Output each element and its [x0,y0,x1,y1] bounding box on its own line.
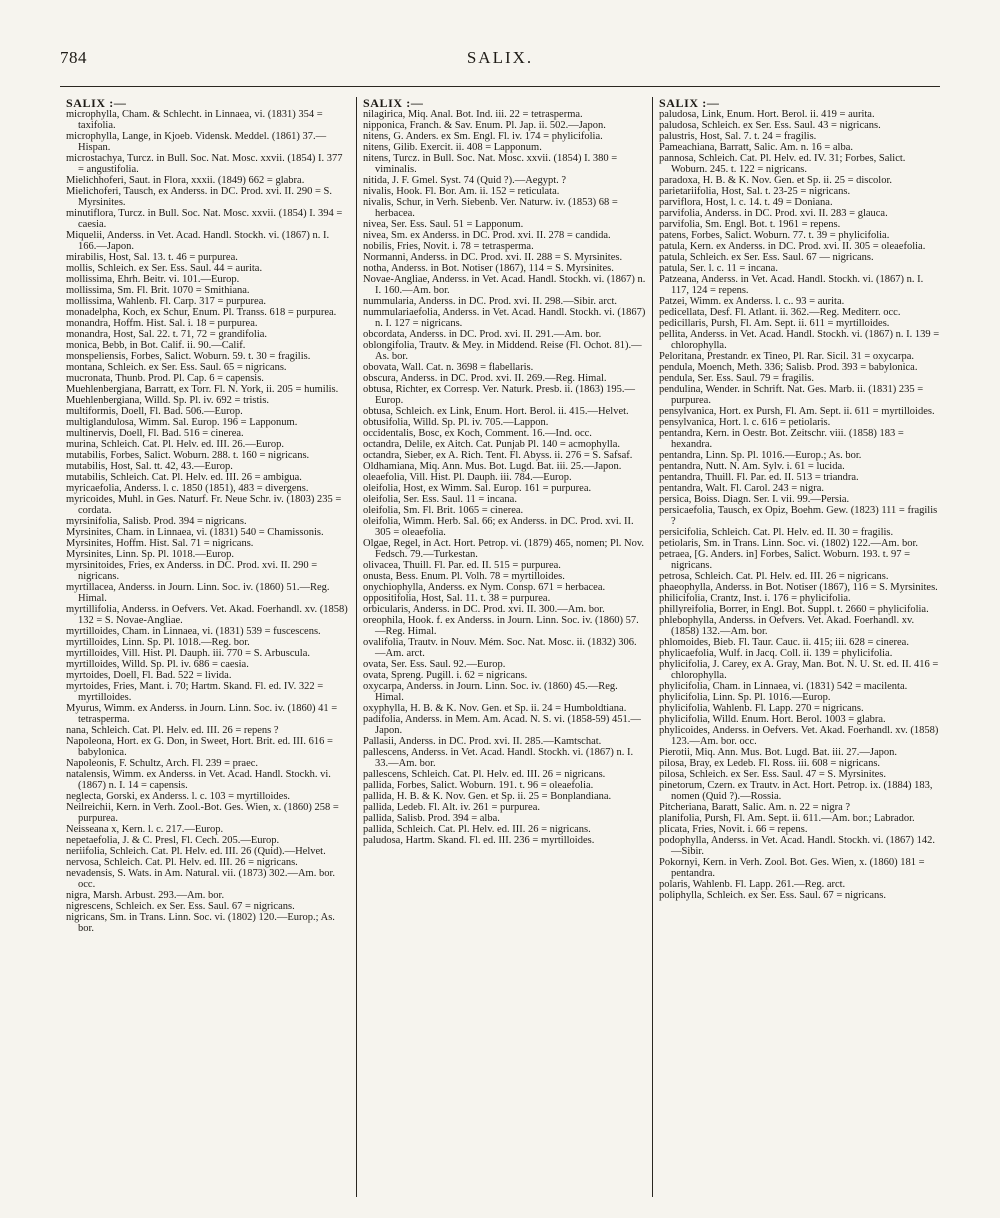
index-entry: pannosa, Schleich. Cat. Pl. Helv. ed. IV. 31; Forbes, Salict. Woburn. 245. t. 122 = nigricans. [659,153,906,175]
index-entry: myrtilloides, Cham. in Linnaea, vi. (1831) 539 = fuscescens. [66,626,321,637]
index-entry: myrtilloides, Vill. Hist. Pl. Dauph. iii. 770 = S. Arbuscula. [66,648,310,659]
index-entry: ovata, Spreng. Pugill. i. 62 = nigricans. [363,670,528,681]
index-entry: phlebophylla, Anderss. in Oefvers. Vet. Akad. Foerhandl. xv. (1858) 132.—Am. bor. [659,615,915,637]
index-entry: pentandra, Thuill. Fl. Par. ed. II. 513 = triandra. [659,472,859,483]
index-entry: multiformis, Doell, Fl. Bad. 506.—Europ. [66,406,243,417]
column-3 [652,97,948,1197]
index-entry: nivalis, Hook. Fl. Bor. Am. ii. 152 = reticulata. [363,186,560,197]
index-entry: pallida, Ledeb. Fl. Alt. iv. 261 = purpurea. [363,802,540,813]
index-entry: nigricans, Sm. in Trans. Linn. Soc. vi. (1802) 120.—Europ.; As. bor. [66,912,335,934]
index-entry: pinetorum, Czern. ex Trautv. in Act. Hort. Petrop. ix. (1884) 183, nomen (Quid ?).—Rossia. [659,780,933,802]
index-entry: pallida, Forbes, Salict. Woburn. 191. t. 96 = oleaefolia. [363,780,594,791]
index-entry: octandra, Delile, ex Aitch. Cat. Punjab Pl. 140 = acmophylla. [363,439,620,450]
index-entry: myrtoides, Fries, Mant. i. 70; Hartm. Skand. Fl. ed. IV. 322 = myrtilloides. [66,681,324,703]
index-entry: nitida, J. F. Gmel. Syst. 74 (Quid ?).—Aegypt. ? [363,175,567,186]
index-entry: polaris, Wahlenb. Fl. Lapp. 261.—Reg. arct. [659,879,846,890]
index-entry: pentandra, Walt. Fl. Carol. 243 = nigra. [659,483,824,494]
index-entry: nummularia, Anderss. in DC. Prod. xvi. II. 298.—Sibir. arct. [363,296,618,307]
index-entry: persica, Boiss. Diagn. Ser. I. vii. 99.—Persia. [659,494,850,505]
index-entry: nummulariaefolia, Anderss. in Vet. Acad. Handl. Stockh. vi. (1867) n. I. 127 = nigricans. [363,307,646,329]
index-entry: oreophila, Hook. f. ex Anderss. in Journ. Linn. Soc. iv. (1860) 57.—Reg. Himal. [363,615,639,637]
index-entry: nilagirica, Miq. Anal. Bot. Ind. iii. 22 = tetrasperma. [363,109,583,120]
index-entry: oleifolia, Wimm. Herb. Sal. 66; ex Anderss. in DC. Prod. xvi. II. 305 = oleaefolia. [363,516,634,538]
index-entry: Olgae, Regel, in Act. Hort. Petrop. vi. (1879) 465, nomen; Pl. Nov. Fedsch. 79.—Turkestan. [363,538,645,560]
index-entry: mollissima, Sm. Fl. Brit. 1070 = Smithiana. [66,285,250,296]
index-entry: myrtoides, Doell, Fl. Bad. 522 = livida. [66,670,232,681]
index-entry: murina, Schleich. Cat. Pl. Helv. ed. III. 26.—Europ. [66,439,285,450]
index-entry: phylicaefolia, Wulf. in Jacq. Coll. ii. 139 = phylicifolia. [659,648,893,659]
index-entry: myrtilloides, Willd. Sp. Pl. iv. 686 = caesia. [66,659,249,670]
index-entry: obscura, Anderss. in DC. Prod. xvi. II. 269.—Reg. Himal. [363,373,607,384]
index-entry: pallescens, Anderss. in Vet. Acad. Handl. Stockh. vi. (1867) n. I. 33.—Am. bor. [363,747,634,769]
index-entry: phylicifolia, J. Carey, ex A. Gray, Man. Bot. N. U. St. ed. II. 416 = chlorophylla. [659,659,939,681]
index-entry: philicifolia, Crantz, Inst. i. 176 = phylicifolia. [659,593,851,604]
index-entry: neglecta, Gorski, ex Anderss. l. c. 103 = myrtilloides. [66,791,291,802]
index-entry: pensylvanica, Hort. l. c. 616 = petiolaris. [659,417,831,428]
index-entry: pentandra, Nutt. N. Am. Sylv. i. 61 = lucida. [659,461,845,472]
index-entry: oxycarpa, Anderss. in Journ. Linn. Soc. iv. (1860) 45.—Reg. Himal. [363,681,618,703]
index-entry: parvifolia, Anderss. in DC. Prod. xvi. II. 283 = glauca. [659,208,888,219]
index-entry: mutabilis, Forbes, Salict. Woburn. 288. t. 160 = nigricans. [66,450,310,461]
running-title: SALIX. [466,48,534,67]
index-entry: nobilis, Fries, Novit. i. 78 = tetrasperma. [363,241,534,252]
index-entry: paludosa, Hartm. Skand. Fl. ed. III. 236 = myrtilloides. [363,835,595,846]
index-entry: obtusifolia, Willd. Sp. Pl. iv. 705.—Lappon. [363,417,549,428]
index-entry: myrsinitoides, Fries, ex Anderss. in DC. Prod. xvi. II. 290 = nigricans. [66,560,318,582]
index-entry: Muehlenbergiana, Willd. Sp. Pl. iv. 692 = tristis. [66,395,270,406]
index-entry: monandra, Host, Sal. 22. t. 71, 72 = grandifolia. [66,329,268,340]
index-entry: Neilreichii, Kern. in Verh. Zool.-Bot. Ges. Wien, x. (1860) 258 = purpurea. [66,802,339,824]
index-entry: pilosa, Schleich. ex Ser. Ess. Saul. 47 = S. Myrsinites. [659,769,886,780]
index-entry: paludosa, Link, Enum. Hort. Berol. ii. 419 = aurita. [659,109,875,120]
index-entry: patula, Schleich. ex Ser. Ess. Saul. 67 — nigricans. [659,252,874,263]
index-entry: Pierotii, Miq. Ann. Mus. Bot. Lugd. Bat. iii. 27.—Japon. [659,747,898,758]
header-rule [60,86,940,87]
index-entry: orbicularis, Anderss. in DC. Prod. xvi. II. 300.—Am. bor. [363,604,605,615]
index-entry: obcordata, Anderss. in DC. Prod. xvi. II. 291.—Am. bor. [363,329,602,340]
index-entry: patula, Ser. l. c. 11 = incana. [659,263,778,274]
index-entry: myrtillacea, Anderss. in Journ. Linn. Soc. iv. (1860) 51.—Reg. Himal. [66,582,330,604]
index-entry: pedicillaris, Pursh, Fl. Am. Sept. ii. 611 = myrtilloides. [659,318,890,329]
index-entry: monandra, Hoffm. Hist. Sal. i. 18 = purpurea. [66,318,258,329]
index-entry: nitens, Turcz. in Bull. Soc. Nat. Mosc. xxvii. (1854) I. 380 = viminalis. [363,153,618,175]
index-entry: mutabilis, Host, Sal. tt. 42, 43.—Europ. [66,461,233,472]
index-entry: monica, Bebb, in Bot. Calif. ii. 90.—Calif. [66,340,246,351]
index-entry: Myrsinites, Cham. in Linnaea, vi. (1831) 540 = Chamissonis. [66,527,324,538]
index-entry: myricaefolia, Anderss. l. c. 1850 (1851), 483 = divergens. [66,483,309,494]
index-entry: Mielichhoferi, Saut. in Flora, xxxii. (1849) 662 = glabra. [66,175,305,186]
index-entry: Myrsinites, Hoffm. Hist. Sal. 71 = nigricans. [66,538,254,549]
index-entry: mirabilis, Host, Sal. 13. t. 46 = purpurea. [66,252,238,263]
index-entry: oblongifolia, Trautv. & Mey. in Middend. Reise (Fl. Ochot. 81).—As. bor. [363,340,642,362]
index-entry: nipponica, Franch. & Sav. Enum. Pl. Jap. ii. 502.—Japon. [363,120,606,131]
index-entry: obtusa, Schleich. ex Link, Enum. Hort. Berol. ii. 415.—Helvet. [363,406,629,417]
index-entry: minutiflora, Turcz. in Bull. Soc. Nat. Mosc. xxvii. (1854) I. 394 = caesia. [66,208,343,230]
index-entry: phylicoides, Anderss. in Oefvers. Vet. Akad. Foerhandl. xv. (1858) 123.—Am. bor. occ. [659,725,939,747]
index-entry: phlomoides, Bieb. Fl. Taur. Cauc. ii. 415; iii. 628 = cinerea. [659,637,909,648]
index-entry: palustris, Host, Sal. 7. t. 24 = fragilis. [659,131,817,142]
index-entry: myricoides, Muhl. in Ges. Naturf. Fr. Neue Schr. iv. (1803) 235 = cordata. [66,494,342,516]
index-entry: mucronata, Thunb. Prod. Pl. Cap. 6 = capensis. [66,373,264,384]
index-entry: onychiophylla, Anderss. ex Nym. Consp. 671 = herbacea. [363,582,606,593]
index-entry: pendula, Ser. Ess. Saul. 79 = fragilis. [659,373,814,384]
page-number: 784 [60,48,87,67]
index-entry: obtusa, Richter, ex Corresp. Ver. Naturk. Presb. ii. (1863) 195.—Europ. [363,384,636,406]
index-entry: oleaefolia, Vill. Hist. Pl. Dauph. iii. 784.—Europ. [363,472,572,483]
index-entry: Patzei, Wimm. ex Anderss. l. c.. 93 = aurita. [659,296,845,307]
index-entry: nepetaefolia, J. & C. Presl, Fl. Cech. 205.—Europ. [66,835,280,846]
index-entry: pendula, Moench, Meth. 336; Salisb. Prod. 393 = babylonica. [659,362,918,373]
column-heading: SALIX :— [66,97,127,110]
index-entry: pentandra, Linn. Sp. Pl. 1016.—Europ.; As. bor. [659,450,862,461]
index-entry: mollissima, Ehrh. Beitr. vi. 101.—Europ. [66,274,240,285]
index-entry: pallida, H. B. & K. Nov. Gen. et Sp. ii. 25 = Bonplandiana. [363,791,612,802]
index-entry: pellita, Anderss. in Vet. Acad. Handl. Stockh. vi. (1867) n. I. 139 = chlorophylla. [659,329,940,351]
index-entry: natalensis, Wimm. ex Anderss. in Vet. Acad. Handl. Stockh. vi. (1867) n. I. 14 = capensis. [66,769,331,791]
column-1 [60,97,356,1197]
index-entry: mollissima, Wahlenb. Fl. Carp. 317 = purpurea. [66,296,266,307]
index-entry: phylicifolia, Willd. Enum. Hort. Berol. 1003 = glabra. [659,714,886,725]
index-entry: Pitcheriana, Baratt, Salic. Am. n. 22 = nigra ? [659,802,851,813]
index-entry: plicata, Fries, Novit. i. 66 = repens. [659,824,808,835]
index-entry: Normanni, Anderss. in DC. Prod. xvi. II. 288 = S. Myrsinites. [363,252,623,263]
index-entry: olivacea, Thuill. Fl. Par. ed. II. 515 = purpurea. [363,560,561,571]
index-entry: mollis, Schleich. ex Ser. Ess. Saul. 44 = aurita. [66,263,263,274]
index-entry: Muehlenbergiana, Barratt, ex Torr. Fl. N. York, ii. 205 = humilis. [66,384,339,395]
index-entry: Pameachiana, Barratt, Salic. Am. n. 16 = alba. [659,142,853,153]
index-entry: persicifolia, Schleich. Cat. Pl. Helv. ed. II. 30 = fragilis. [659,527,894,538]
index-entry: nitens, Gilib. Exercit. ii. 408 = Lapponum. [363,142,542,153]
index-entry: oxyphylla, H. B. & K. Nov. Gen. et Sp. ii. 24 = Humboldtiana. [363,703,627,714]
index-entry: monadelpha, Koch, ex Schur, Enum. Pl. Transs. 618 = purpurea. [66,307,337,318]
index-entry: nivea, Sm. ex Anderss. in DC. Prod. xvi. II. 278 = candida. [363,230,611,241]
index-entry: Mielichoferi, Tausch, ex Anderss. in DC. Prod. xvi. II. 290 = S. Myrsinites. [66,186,333,208]
index-entry: Oldhamiana, Miq. Ann. Mus. Bot. Lugd. Bat. iii. 25.—Japon. [363,461,622,472]
index-entry: persicaefolia, Tausch, ex Opiz, Boehm. Gew. (1823) 111 = fragilis ? [659,505,938,527]
index-entry: microphylla, Cham. & Schlecht. in Linnaea, vi. (1831) 354 = taxifolia. [66,109,323,131]
index-entry: phaeophylla, Anderss. in Bot. Notiser (1867), 116 = S. Myrsinites. [659,582,938,593]
index-entry: padifolia, Anderss. in Mem. Am. Acad. N. S. vi. (1858-59) 451.—Japon. [363,714,641,736]
index-entry: nigra, Marsh. Arbust. 293.—Am. bor. [66,890,225,901]
index-entry: pallida, Salisb. Prod. 394 = alba. [363,813,500,824]
index-entry: oleifolia, Host, ex Wimm. Sal. Europ. 161 = purpurea. [363,483,592,494]
index-columns [60,97,980,1197]
index-entry: neriifolia, Schleich. Cat. Pl. Helv. ed. III. 26 (Quid).—Helvet. [66,846,326,857]
index-entry: pensylvanica, Hort. ex Pursh, Fl. Am. Sept. ii. 611 = myrtilloides. [659,406,935,417]
index-entry: onusta, Bess. Enum. Pl. Volh. 78 = myrtilloides. [363,571,565,582]
index-entry: myrtilloides, Linn. Sp. Pl. 1018.—Reg. bor. [66,637,250,648]
index-entry: monspeliensis, Forbes, Salict. Woburn. 59. t. 30 = fragilis. [66,351,311,362]
index-entry: nivea, Ser. Ess. Saul. 51 = Lapponum. [363,219,524,230]
index-entry: pallida, Schleich. Cat. Pl. Helv. ed. III. 26 = nigricans. [363,824,591,835]
index-entry: nitens, G. Anders. ex Sm. Engl. Fl. iv. 174 = phylicifolia. [363,131,603,142]
index-entry: mutabilis, Schleich. Cat. Pl. Helv. ed. III. 26 = ambigua. [66,472,302,483]
index-entry: parvifolia, Sm. Engl. Bot. t. 1961 = repens. [659,219,841,230]
index-entry: phylicifolia, Wahlenb. Fl. Lapp. 270 = nigricans. [659,703,864,714]
index-entry: microstachya, Turcz. in Bull. Soc. Nat. Mosc. xxvii. (1854) I. 377 = angustifolia. [66,153,343,175]
index-entry: Napoleonis, F. Schultz, Arch. Fl. 239 = praec. [66,758,259,769]
index-entry: multinervis, Doell, Fl. Bad. 516 = cinerea. [66,428,244,439]
column-2 [356,97,652,1197]
column-heading: SALIX :— [363,97,424,110]
index-entry: notha, Anderss. in Bot. Notiser (1867), 114 = S. Myrsinites. [363,263,614,274]
index-entry: patula, Kern. ex Anderss. in DC. Prod. xvi. II. 305 = oleaefolia. [659,241,926,252]
index-entry: nivalis, Schur, in Verh. Siebenb. Ver. Naturw. iv. (1853) 68 = herbacea. [363,197,618,219]
index-entry: myrtillifolia, Anderss. in Oefvers. Vet. Akad. Foerhandl. xv. (1858) 132 = S. Novae-Angliae. [66,604,348,626]
index-entry: oleifolia, Sm. Fl. Brit. 1065 = cinerea. [363,505,524,516]
index-entry: petiolaris, Sm. in Trans. Linn. Soc. vi. (1802) 122.—Am. bor. [659,538,919,549]
index-entry: paludosa, Schleich. ex Ser. Ess. Saul. 43 = nigricans. [659,120,881,131]
index-entry: Myurus, Wimm. ex Anderss. in Journ. Linn. Soc. iv. (1860) 41 = tetrasperma. [66,703,338,725]
index-entry: montana, Schleich. ex Ser. Ess. Saul. 65 = nigricans. [66,362,287,373]
index-entry: Pallasii, Anderss. in DC. Prod. xvi. II. 285.—Kamtschat. [363,736,602,747]
index-entry: planifolia, Pursh, Fl. Am. Sept. ii. 611.—Am. bor.; Labrador. [659,813,915,824]
index-entry: pedicellata, Desf. Fl. Atlant. ii. 362.—Reg. Mediterr. occ. [659,307,901,318]
index-entry: podophylla, Anderss. in Vet. Acad. Handl. Stockh. vi. (1867) 142.—Sibir. [659,835,935,857]
index-entry: Miquelii, Anderss. in Vet. Acad. Handl. Stockh. vi. (1867) n. I. 166.—Japon. [66,230,330,252]
index-entry: petraea, [G. Anders. in] Forbes, Salict. Woburn. 193. t. 97 = nigricans. [659,549,911,571]
index-entry: ovalifolia, Trautv. in Nouv. Mém. Soc. Nat. Mosc. ii. (1832) 306.—Am. arct. [363,637,637,659]
index-entry: Peloritana, Prestandr. ex Tineo, Pl. Rar. Sicil. 31 = oxycarpa. [659,351,914,362]
page-header [60,48,940,78]
index-entry: paradoxa, H. B. & K. Nov. Gen. et Sp. ii. 25 = discolor. [659,175,893,186]
index-entry: Napoleona, Hort. ex G. Don, in Sweet, Hort. Brit. ed. III. 616 = babylonica. [66,736,333,758]
index-entry: microphylla, Lange, in Kjoeb. Vidensk. Meddel. (1861) 37.—Hispan. [66,131,327,153]
index-entry: nana, Schleich. Cat. Pl. Helv. ed. III. 26 = repens ? [66,725,279,736]
index-entry: Myrsinites, Linn. Sp. Pl. 1018.—Europ. [66,549,235,560]
index-entry: oppositifolia, Host, Sal. 11. t. 38 = purpurea. [363,593,551,604]
index-entry: myrsinifolia, Salisb. Prod. 394 = nigricans. [66,516,247,527]
index-entry: petrosa, Schleich. Cat. Pl. Helv. ed. III. 26 = nigricans. [659,571,889,582]
index-entry: phylicifolia, Linn. Sp. Pl. 1016.—Europ. [659,692,831,703]
index-entry: nigrescens, Schleich. ex Ser. Ess. Saul. 67 = nigricans. [66,901,295,912]
index-entry: nervosa, Schleich. Cat. Pl. Helv. ed. III. 26 = nigricans. [66,857,298,868]
index-entry: parietariifolia, Host, Sal. t. 23-25 = nigricans. [659,186,851,197]
index-entry: parviflora, Host, l. c. 14. t. 49 = Doniana. [659,197,833,208]
index-entry: oleifolia, Ser. Ess. Saul. 11 = incana. [363,494,517,505]
index-entry: pilosa, Bray, ex Ledeb. Fl. Ross. iii. 608 = nigricans. [659,758,881,769]
index-entry: poliphylla, Schleich. ex Ser. Ess. Saul. 67 = nigricans. [659,890,886,901]
index-entry: multiglandulosa, Wimm. Sal. Europ. 196 = Lapponum. [66,417,298,428]
index-entry: phylicifolia, Cham. in Linnaea, vi. (1831) 542 = macilenta. [659,681,908,692]
index-entry: ovata, Ser. Ess. Saul. 92.—Europ. [363,659,506,670]
index-entry: Pokornyi, Kern. in Verh. Zool. Bot. Ges. Wien, x. (1860) 181 = pentandra. [659,857,925,879]
column-heading: SALIX :— [659,97,720,110]
index-entry: Neisseana x, Kern. l. c. 217.—Europ. [66,824,224,835]
index-entry: patens, Forbes, Salict. Woburn. 77. t. 39 = phylicifolia. [659,230,890,241]
index-entry: nevadensis, S. Wats. in Am. Natural. vii. (1873) 302.—Am. bor. occ. [66,868,336,890]
index-entry: pendulina, Wender. in Schrift. Nat. Ges. Marb. ii. (1831) 235 = purpurea. [659,384,924,406]
index-entry: pallescens, Schleich. Cat. Pl. Helv. ed. III. 26 = nigricans. [363,769,606,780]
index-entry: Novae-Angliae, Anderss. in Vet. Acad. Handl. Stockh. vi. (1867) n. I. 160.—Am. bor. [363,274,646,296]
index-entry: Patzeana, Anderss. in Vet. Acad. Handl. Stockh. vi. (1867) n. I. 117, 124 = repens. [659,274,924,296]
index-entry: occidentalis, Bosc, ex Koch, Comment. 16.—Ind. occ. [363,428,592,439]
index-entry: octandra, Sieber, ex A. Rich. Tent. Fl. Abyss. ii. 276 = S. Safsaf. [363,450,633,461]
index-entry: phillyreifolia, Borrer, in Engl. Bot. Suppl. t. 2660 = phylicifolia. [659,604,929,615]
index-entry: pentandra, Kern. in Oestr. Bot. Zeitschr. viii. (1858) 183 = hexandra. [659,428,904,450]
index-entry: obovata, Wall. Cat. n. 3698 = flabellaris. [363,362,534,373]
